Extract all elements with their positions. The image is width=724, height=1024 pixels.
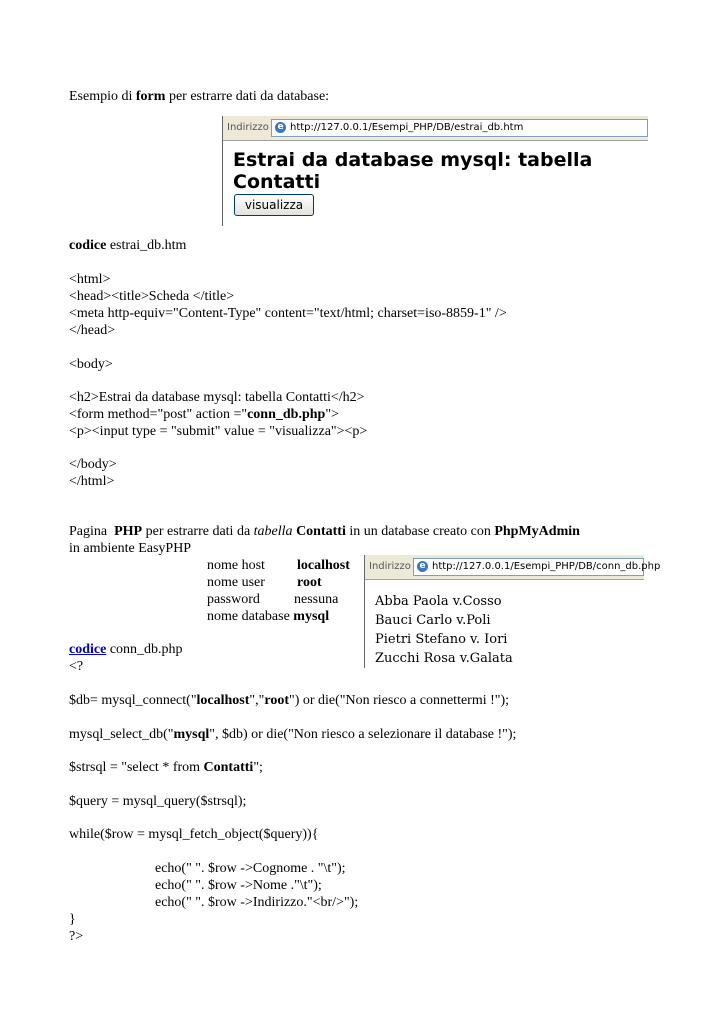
code-line: $db= mysql_connect("localhost","root") or die("Non riesco a connettermi !");	[69, 693, 510, 708]
browser-screenshot-form	[222, 116, 648, 226]
list-item: Bauci Carlo v.Poli	[375, 613, 491, 628]
php-intro-line: Pagina PHP per estrarre dati da tabella Contatti in un database creato con PhpMyAdmin	[69, 524, 580, 539]
address-bar	[365, 555, 661, 580]
address-field	[271, 119, 648, 137]
browser-screenshot-results	[364, 555, 661, 668]
code-line: <form method="post" action ="conn_db.php">	[69, 407, 339, 422]
code-line: <h2>Estrai da database mysql: tabella Contatti</h2>	[69, 390, 365, 405]
code-line: $query = mysql_query($strsql);	[69, 794, 247, 809]
code-line: <body>	[69, 357, 113, 372]
code-line: ?>	[69, 929, 84, 944]
config-database: nome database mysql	[207, 609, 330, 624]
code-line: <meta http-equiv="Content-Type" content="text/html; charset=iso-8859-1" />	[69, 306, 507, 321]
code-line: <?	[69, 659, 84, 674]
ie-page-icon: e	[275, 122, 286, 133]
code-line: </body>	[69, 457, 117, 472]
code-line: $strsql = "select * from Contatti";	[69, 760, 263, 775]
code1-title: codice estrai_db.htm	[69, 238, 187, 253]
address-label: Indirizzo	[369, 561, 411, 572]
intro-line: Esempio di form per estrarre dati da database:	[69, 89, 330, 104]
address-url: http://127.0.0.1/Esempi_PHP/DB/estrai_db.htm	[290, 122, 524, 133]
code-line: }	[69, 912, 76, 927]
code-line: mysql_select_db("mysql", $db) or die("Non riesco a selezionare il database !");	[69, 727, 517, 742]
list-item: Abba Paola v.Cosso	[375, 594, 502, 609]
config-password: password nessuna	[207, 592, 339, 607]
list-item: Zucchi Rosa v.Galata	[375, 651, 513, 666]
ie-page-icon: e	[417, 561, 428, 572]
results-list	[375, 592, 513, 668]
form-heading: Estrai da database mysql: tabella Contatti	[233, 149, 593, 193]
visualizza-button: visualizza	[234, 194, 314, 216]
address-url: http://127.0.0.1/Esempi_PHP/DB/conn_db.php	[432, 561, 661, 572]
php-intro-line-2: in ambiente EasyPHP	[69, 541, 192, 556]
code-line: echo(" ". $row ->Cognome . "\t");	[155, 861, 346, 876]
config-host: nome host localhost	[207, 558, 350, 573]
code-line: echo(" ". $row ->Indirizzo."<br/>");	[155, 895, 359, 910]
code-line: <head><title>Scheda </title>	[69, 289, 235, 304]
list-item: Pietri Stefano v. Iori	[375, 632, 508, 647]
code-line: <p><input type = "submit" value = "visualizza"><p>	[69, 424, 368, 439]
code-line: while($row = mysql_fetch_object($query)){	[69, 827, 319, 842]
address-field	[413, 558, 661, 576]
config-user: nome user root	[207, 575, 322, 590]
code-line: echo(" ". $row ->Nome ."\t");	[155, 878, 322, 893]
codice-link[interactable]: codice	[69, 642, 107, 657]
address-bar	[223, 116, 648, 141]
code-line: </html>	[69, 474, 115, 489]
code2-title: codice conn_db.php	[69, 642, 183, 657]
code-line: </head>	[69, 323, 116, 338]
address-label: Indirizzo	[227, 122, 269, 133]
code-line: <html>	[69, 272, 111, 287]
